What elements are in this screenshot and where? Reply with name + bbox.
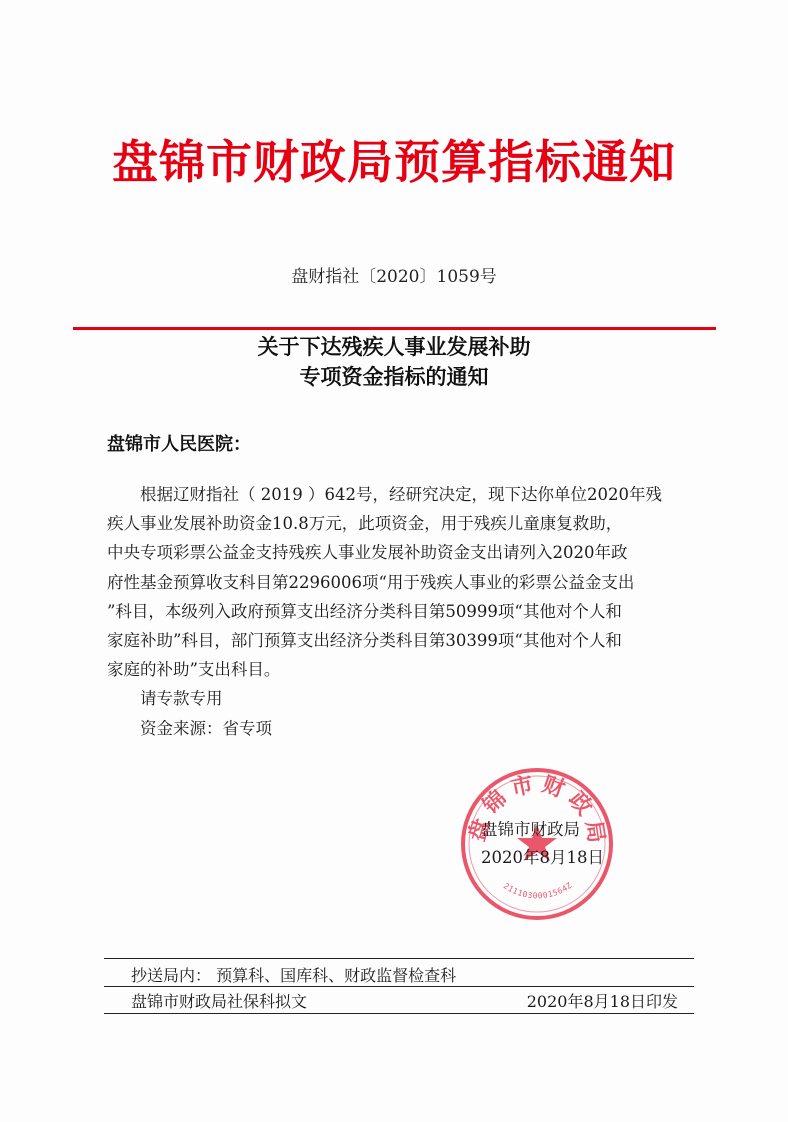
document-title-line-2: 专项资金指标的通知 bbox=[299, 365, 489, 389]
body-line: 家庭的补助”支出科目。 bbox=[107, 660, 281, 680]
drafting-department: 盘锦市财政局社保科拟文 bbox=[131, 992, 308, 1011]
body-line: 疾人事业发展补助资金10.8万元，此项资金，用于残疾儿童康复救助， bbox=[107, 514, 623, 534]
cc-recipients: 抄送局内： 预算科、国库科、财政监督检查科 bbox=[131, 966, 457, 985]
signature-date: 2020年8月18日 bbox=[481, 848, 604, 867]
seal-code: 2111030001564Z bbox=[501, 880, 574, 901]
document-title-line-1: 关于下达残疾人事业发展补助 bbox=[257, 335, 531, 359]
body-line: 根据辽财指社（ 2019 ）642号，经研究决定，现下达你单位2020年残 bbox=[140, 485, 662, 504]
masthead-title: 盘锦市财政局预算指标通知 bbox=[112, 135, 676, 189]
body-line: 中央专项彩票公益金支持残疾人事业发展补助资金支出请列入2020年政 bbox=[107, 543, 628, 563]
note-fund-source: 资金来源：省专项 bbox=[140, 718, 272, 738]
footer-divider-bottom bbox=[104, 1013, 694, 1014]
red-divider-line bbox=[73, 327, 716, 330]
signature-org: 盘锦市财政局 bbox=[481, 820, 580, 839]
body-line: 家庭补助”科目，部门预算支出经济分类科目第30399项“其他对个人和 bbox=[107, 631, 622, 651]
body-text bbox=[107, 480, 697, 743]
issue-date: 2020年8月18日印发 bbox=[526, 992, 678, 1011]
footer-divider-middle bbox=[104, 986, 694, 987]
document-number: 盘财指社〔2020〕1059号 bbox=[291, 267, 497, 287]
note-dedicated-use: 请专款专用 bbox=[140, 689, 223, 709]
seal-text: 盘锦市财政局 bbox=[464, 771, 610, 851]
footer-divider-top bbox=[104, 958, 694, 959]
document-title bbox=[0, 332, 788, 392]
svg-text:2111030001564Z bbox=[502, 881, 574, 901]
signature-block bbox=[481, 816, 604, 872]
body-line: ”科目，本级列入政府预算支出经济分类科目第50999项“其他对个人和 bbox=[107, 601, 622, 621]
body-line: 府性基金预算收支科目第2296006项“用于残疾人事业的彩票公益金支出 bbox=[107, 572, 635, 592]
addressee: 盘锦市人民医院： bbox=[107, 434, 251, 455]
